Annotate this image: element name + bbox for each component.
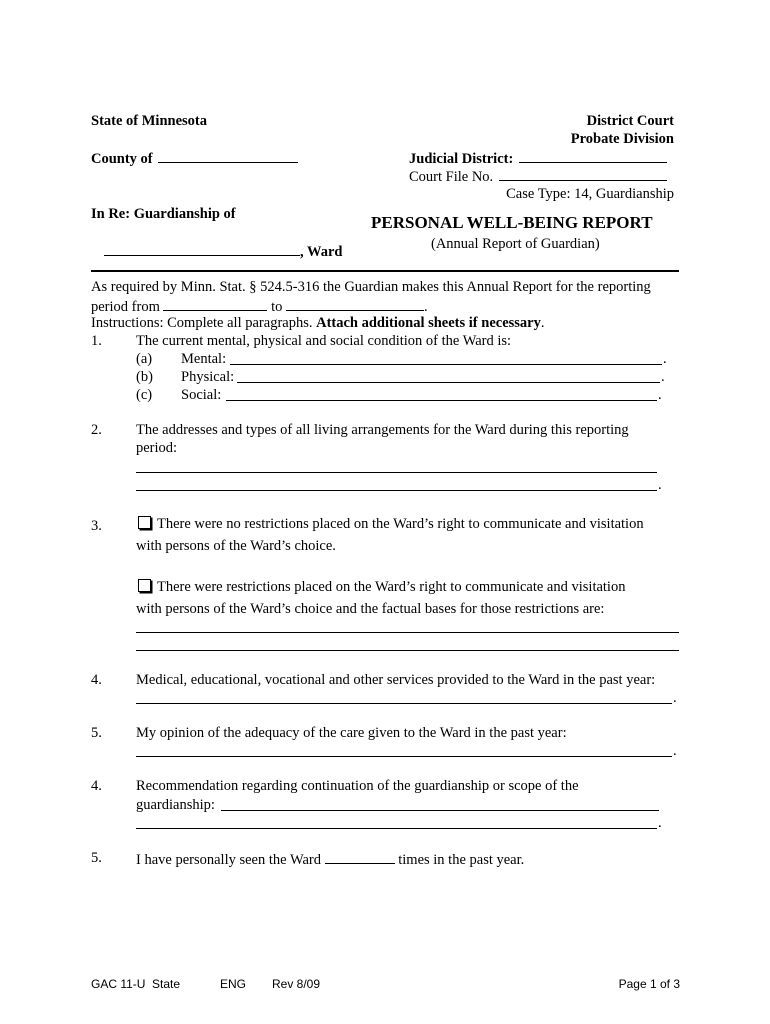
recommendation-line-2[interactable]	[136, 828, 657, 829]
recommendation-period: .	[658, 815, 662, 831]
item-1a-text: Mental:	[181, 351, 227, 367]
page-title: PERSONAL WELL-BEING REPORT	[371, 213, 653, 232]
item-5-number: 5.	[91, 725, 102, 741]
case-type: Case Type: 14, Guardianship	[506, 186, 674, 202]
restrictions-checkbox[interactable]	[138, 579, 151, 592]
item-1-text: The current mental, physical and social condition of the Ward is:	[136, 333, 512, 349]
item-1c-text: Social:	[181, 387, 222, 403]
item-1b-label: (b)	[136, 369, 153, 385]
restrictions-text-2: with persons of the Ward’s choice and the factual bases for those restrictions are:	[136, 601, 605, 617]
header-divider	[91, 270, 679, 272]
item-5-text: My opinion of the adequacy of the care given to the Ward in the past year:	[136, 725, 567, 741]
judicial-district-field[interactable]	[519, 149, 667, 163]
no-restrictions-text-2: with persons of the Ward’s choice.	[136, 538, 336, 554]
item-2-text: The addresses and types of all living arrangements for the Ward during this reporting	[136, 422, 629, 438]
physical-period: .	[661, 369, 665, 385]
living-arrangements-line-1[interactable]	[136, 472, 657, 473]
recommendation-line-1[interactable]	[221, 810, 659, 811]
item-1c-label: (c)	[136, 387, 153, 403]
item-3-number: 3.	[91, 518, 102, 534]
item-1b-text: Physical:	[181, 369, 235, 385]
footer-state: State	[152, 977, 181, 991]
item-6-number: 4.	[91, 778, 102, 794]
living-arrangements-line-2[interactable]	[136, 490, 657, 491]
instructions: Instructions: Complete all paragraphs. Attach additional sheets if necessary.	[91, 315, 545, 331]
no-restrictions-checkbox[interactable]	[138, 516, 151, 529]
footer-page: Page 1 of 3	[618, 977, 680, 991]
restrictions-option: There were restrictions placed on the Ward’s right to communicate and visitation	[138, 579, 625, 596]
item-4-number: 4.	[91, 672, 102, 688]
item-6-text-2: guardianship:	[136, 797, 215, 813]
item-7-number: 5.	[91, 850, 102, 866]
restrictions-line-2[interactable]	[136, 650, 679, 651]
item-2-number: 2.	[91, 422, 102, 438]
restrictions-line-1[interactable]	[136, 632, 679, 633]
social-field[interactable]	[226, 400, 657, 401]
mental-field[interactable]	[230, 364, 662, 365]
county-field[interactable]	[158, 149, 298, 163]
visits-count-field[interactable]	[325, 850, 395, 864]
court-label: District Court	[586, 113, 674, 129]
services-period: .	[673, 690, 677, 706]
footer-form: GAC 11-U	[91, 977, 146, 991]
visits-line: I have personally seen the Ward times in the past year.	[136, 852, 525, 868]
item-2-text-2: period:	[136, 440, 178, 456]
item-6-text: Recommendation regarding continuation of the guardianship or scope of the	[136, 778, 579, 794]
social-period: .	[658, 387, 662, 403]
division-label: Probate Division	[570, 131, 674, 147]
mental-period: .	[663, 351, 667, 367]
care-adequacy-field[interactable]	[136, 756, 672, 757]
county-label: County of	[91, 149, 298, 168]
ward-name-label: , Ward	[104, 242, 342, 261]
period-to-field[interactable]	[286, 297, 424, 311]
item-1-number: 1.	[91, 333, 102, 349]
item-1a-label: (a)	[136, 351, 153, 367]
living-arrangements-period: .	[658, 477, 662, 493]
period-line: period from to .	[91, 299, 428, 315]
judicial-district-label: Judicial District:	[409, 149, 667, 168]
physical-field[interactable]	[237, 382, 660, 383]
state-label: State of Minnesota	[91, 113, 207, 129]
statute-text: As required by Minn. Stat. § 524.5-316 the Guardian makes this Annual Report for the reporting	[91, 279, 651, 295]
footer-rev: Rev 8/09	[272, 977, 321, 991]
item-4-text: Medical, educational, vocational and other services provided to the Ward in the past year:	[136, 672, 656, 688]
page-subtitle: (Annual Report of Guardian)	[431, 236, 600, 252]
no-restrictions-option: There were no restrictions placed on the Ward’s right to communicate and visitation	[138, 516, 644, 533]
in-re-label: In Re: Guardianship of	[91, 206, 236, 222]
ward-name-field[interactable]	[104, 242, 300, 256]
court-file-field[interactable]	[499, 167, 667, 181]
period-from-field[interactable]	[163, 297, 267, 311]
court-file-label: Court File No.	[409, 167, 667, 186]
care-adequacy-period: .	[673, 743, 677, 759]
services-field[interactable]	[136, 703, 672, 704]
footer-lang: ENG	[220, 977, 247, 991]
